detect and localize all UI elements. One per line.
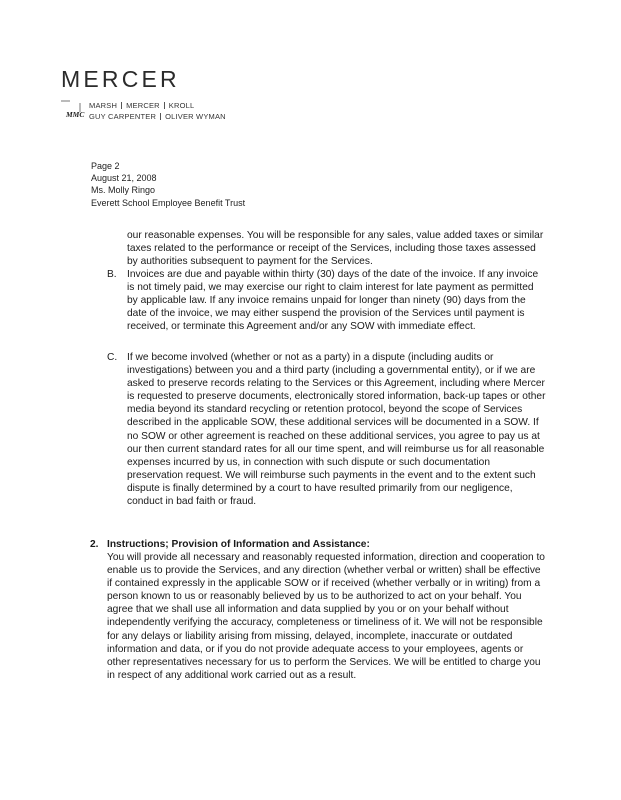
section-2-paragraph: You will provide all necessary and reasonably requested information, direction and cooperation to enable us to provide the Services, and any direction (whether verbal or written) shall be effective if contained expressly in the applicable SOW or if received (whether verbally or in writing) from a person known to us or reasonably believed by us to be authorized to act on your behalf. You agree that we shall use all information and data supplied by you or on your behalf without independently verifying the accuracy, completeness or timeliness of it. We will not be responsible for any delays or liability arising from missing, delayed, incomplete, inaccurate or outdated information and data, or if you do not provide adequate access to your employees, agents or other representatives necessary for us to perform the Services. We will be entitled to charge you in respect of any additional work carried out as a result. bbox=[107, 552, 545, 681]
company-guy-carpenter: GUY CARPENTER bbox=[89, 112, 157, 121]
item-b-paragraph: Invoices are due and payable within thirty (30) days of the date of the invoice. If any invoice is not timely paid, we may exercise our right to claim interest for late payment as permitted by applicable law. If any invoice remains unpaid for longer than ninety (90) days from the date of the invoice, we may either suspend the provision of the Services until payment is received, or terminate this Agreement and/or any SOW with immediate effect. bbox=[127, 269, 539, 333]
recipient-organization: Everett School Employee Benefit Trust bbox=[91, 197, 246, 208]
section-2-number: 2. bbox=[90, 539, 99, 550]
recipient-name: Ms. Molly Ringo bbox=[91, 185, 156, 196]
page-number: Page 2 bbox=[91, 161, 120, 171]
company-kroll: KROLL bbox=[168, 101, 195, 110]
company-mercer: MERCER bbox=[126, 101, 160, 110]
letter-header bbox=[91, 160, 245, 209]
item-c-paragraph: If we become involved (whether or not as a party) in a dispute (including audits or investigations) between you and a third party (including a governmental entity), or if we are asked to preserve records relating to the Services or this Agreement, including where Mercer is requested to preserve documents, electronically stored information, back-up tapes or other media beyond its standard recycling or retention protocol, beyond the scope of Services described in the applicable SOW, these additional services will be documented in a SOW. If no SOW or other agreement is reached on these additional services, you agree to pay us at our then current standard rates for all our time spent, and will reimburse us for all reasonable expenses incurred by us, in connection with such dispute or such documentation preservation request. We will reimburse such payments in the event and to the extent such dispute is finally determined by a court to have resulted primarily from our negligence, conduct in bad faith or fraud. bbox=[127, 352, 546, 508]
company-oliver-wyman: OLIVER WYMAN bbox=[165, 112, 226, 121]
letter-date: August 21, 2008 bbox=[91, 173, 157, 184]
company-marsh: MARSH bbox=[89, 101, 118, 110]
continuation-paragraph: our reasonable expenses. You will be responsible for any sales, value added taxes or similar taxes related to the performance or receipt of the Services, including those taxes assessed by authorities subsequent to payment for the Services. bbox=[127, 230, 544, 268]
mercer-logo: MERCER bbox=[61, 66, 180, 92]
item-b-letter: B. bbox=[107, 269, 117, 280]
section-2-heading: Instructions; Provision of Information and Assistance: bbox=[107, 539, 370, 550]
item-c-letter: C. bbox=[107, 352, 118, 363]
company-family bbox=[89, 100, 226, 122]
mmc-logo-icon bbox=[60, 100, 85, 122]
svg-text:MMC: MMC bbox=[66, 110, 85, 119]
